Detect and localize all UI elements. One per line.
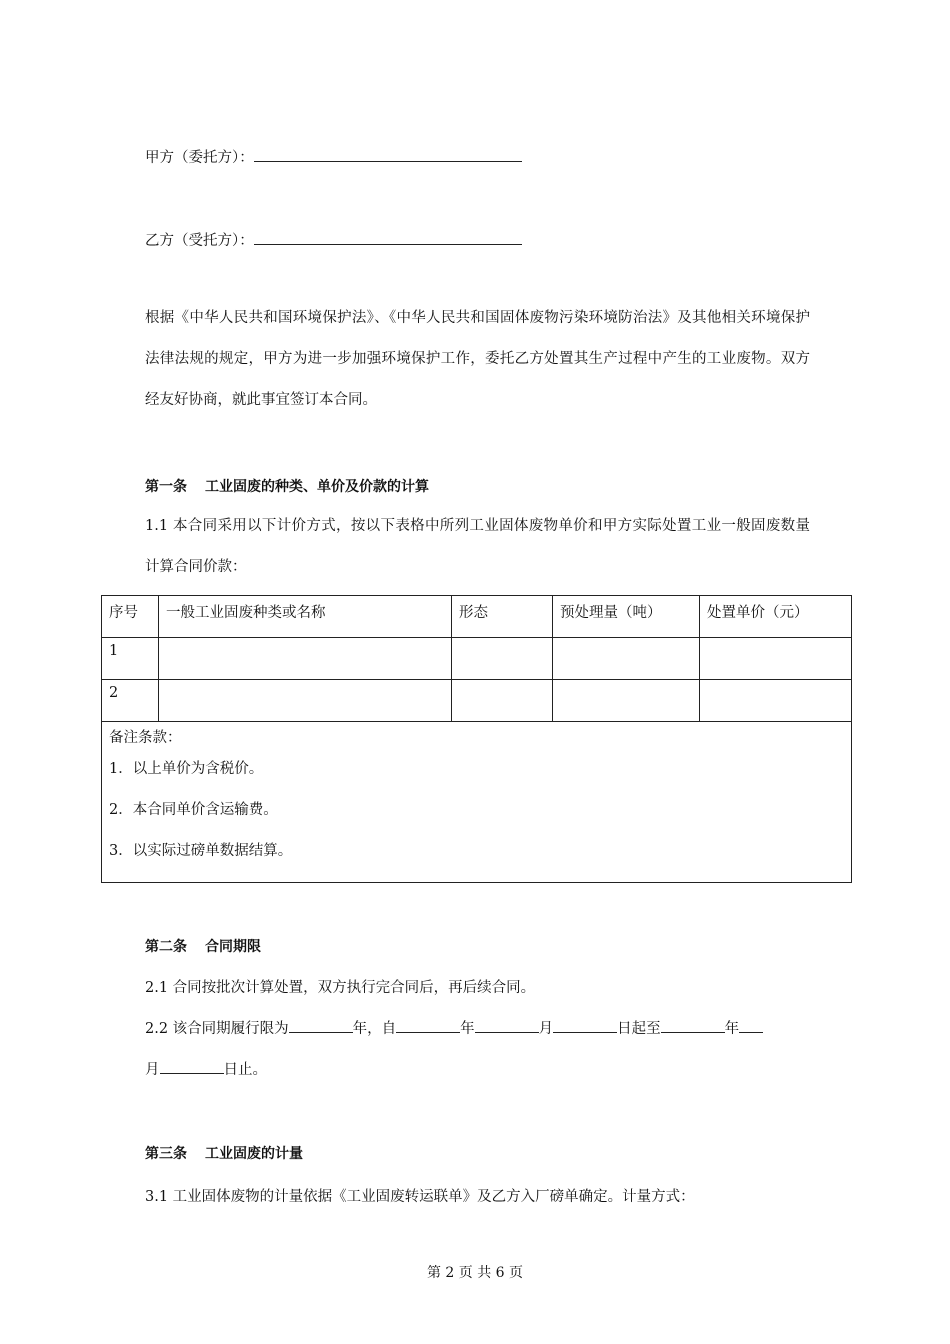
header-cell: 序号 xyxy=(102,596,159,638)
clause-3-1: 3.1 工业固体废物的计量依据《工业固废转运联单》及乙方入厂磅单确定。计量方式： xyxy=(145,1189,695,1205)
article-2-number: 第二条 xyxy=(145,939,187,955)
note-item: 2．本合同单价含运输费。 xyxy=(109,802,278,818)
form-cell[interactable] xyxy=(452,638,553,680)
term-years-blank[interactable] xyxy=(289,1017,353,1033)
party-b-blank[interactable] xyxy=(254,228,522,245)
waste-name-cell[interactable] xyxy=(159,680,452,722)
header-cell: 形态 xyxy=(452,596,553,638)
clause-2-2-year2: 年 xyxy=(460,1021,475,1037)
article-2-heading xyxy=(145,936,261,956)
end-year-blank[interactable] xyxy=(661,1017,725,1033)
note-item: 3．以实际过磅单数据结算。 xyxy=(109,843,293,859)
note-item: 1．以上单价为含税价。 xyxy=(109,761,264,777)
start-day-blank[interactable] xyxy=(553,1017,617,1033)
quantity-cell[interactable] xyxy=(553,680,700,722)
unit-price-cell[interactable] xyxy=(700,680,852,722)
party-b-line xyxy=(145,228,522,250)
clause-1-1: 1.1 本合同采用以下计价方式，按以下表格中所列工业固体废物单价和甲方实际处置工业一般固废数量计算合同价款： xyxy=(145,518,810,575)
article-3-number: 第三条 xyxy=(145,1146,187,1162)
header-cell: 一般工业固废种类或名称 xyxy=(159,596,452,638)
clause-2-2-day1: 日起至 xyxy=(617,1021,661,1037)
article-3-heading xyxy=(145,1143,303,1163)
article-1-heading xyxy=(145,476,429,496)
clause-2-1: 2.1 合同按批次计算处置，双方执行完合同后，再后续合同。 xyxy=(145,980,536,996)
party-a-label: 甲方（委托方）： xyxy=(145,150,254,166)
clause-2-2-end: 日止。 xyxy=(223,1062,267,1078)
table-row xyxy=(102,638,852,680)
table-header-row xyxy=(102,596,852,638)
row-number: 2 xyxy=(102,680,159,722)
clause-2-2-month1: 月 xyxy=(538,1021,554,1037)
notes-cell xyxy=(102,722,852,883)
notes-title: 备注条款： xyxy=(109,730,182,746)
start-year-blank[interactable] xyxy=(396,1017,460,1033)
clause-2-2 xyxy=(145,1017,763,1038)
party-b-label: 乙方（受托方）： xyxy=(145,233,254,249)
intro-paragraph: 根据《中华人民共和国环境保护法》、《中华人民共和国固体废物污染环境防治法》及其他相关环境保护法律法规的规定，甲方为进一步加强环境保护工作，委托乙方处置其生产过程中产生的工业废物。双方经友好协商，就此事宜签订本合同。 xyxy=(145,310,810,408)
article-2-title: 合同期限 xyxy=(205,939,261,955)
table-row xyxy=(102,680,852,722)
party-a-blank[interactable] xyxy=(254,145,522,162)
clause-2-2-month2: 月 xyxy=(145,1062,160,1078)
start-month-blank[interactable] xyxy=(475,1017,539,1033)
article-1-title: 工业固废的种类、单价及价款的计算 xyxy=(205,479,429,495)
quantity-cell[interactable] xyxy=(553,638,700,680)
form-cell[interactable] xyxy=(452,680,553,722)
end-month-blank[interactable] xyxy=(739,1017,763,1033)
row-number: 1 xyxy=(102,638,159,680)
clause-2-2-cont xyxy=(145,1058,267,1079)
page-footer: 第 2 页 共 6 页 xyxy=(426,1265,524,1281)
header-cell: 预处理量（吨） xyxy=(553,596,700,638)
clause-2-2-prefix: 2.2 该合同期履行限为 xyxy=(145,1021,289,1037)
unit-price-cell[interactable] xyxy=(700,638,852,680)
clause-2-2-year3: 年 xyxy=(724,1021,740,1037)
fee-table xyxy=(101,595,852,883)
article-1-number: 第一条 xyxy=(145,479,187,495)
clause-2-2-year1: 年，自 xyxy=(352,1021,397,1037)
party-a-line xyxy=(145,145,522,167)
header-cell: 处置单价（元） xyxy=(700,596,852,638)
table-notes-row xyxy=(102,722,852,883)
waste-name-cell[interactable] xyxy=(159,638,452,680)
end-day-blank[interactable] xyxy=(160,1058,224,1074)
article-3-title: 工业固废的计量 xyxy=(205,1146,303,1162)
